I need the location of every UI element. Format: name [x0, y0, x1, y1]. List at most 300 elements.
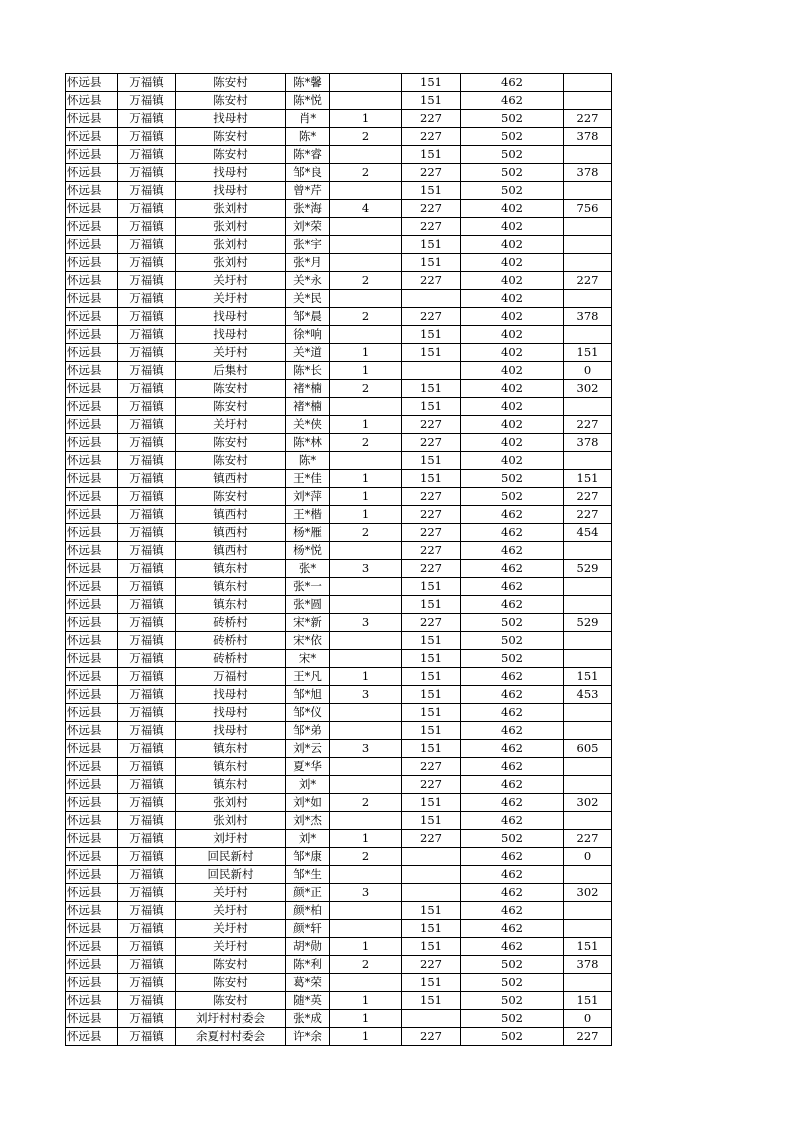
- value-a-cell: 151: [402, 380, 461, 398]
- table-row: [66, 254, 612, 272]
- total-cell: [564, 758, 612, 776]
- value-b-cell: 402: [461, 308, 564, 326]
- value-a-cell: 151: [402, 992, 461, 1010]
- value-a-cell: 227: [402, 560, 461, 578]
- village-cell: 后集村: [176, 362, 286, 380]
- total-cell: 378: [564, 128, 612, 146]
- county-cell: 怀远县: [66, 452, 118, 470]
- value-a-cell: 227: [402, 128, 461, 146]
- total-cell: 227: [564, 272, 612, 290]
- county-cell: 怀远县: [66, 416, 118, 434]
- village-cell: 陈安村: [176, 992, 286, 1010]
- value-b-cell: 402: [461, 236, 564, 254]
- value-b-cell: 462: [461, 560, 564, 578]
- total-cell: 302: [564, 380, 612, 398]
- table-row: [66, 920, 612, 938]
- total-cell: 0: [564, 848, 612, 866]
- count-cell: 1: [330, 344, 402, 362]
- count-cell: [330, 218, 402, 236]
- name-cell: 随*英: [286, 992, 330, 1010]
- town-cell: 万福镇: [118, 578, 176, 596]
- total-cell: [564, 236, 612, 254]
- village-cell: 镇东村: [176, 560, 286, 578]
- value-a-cell: 227: [402, 542, 461, 560]
- table-row: [66, 272, 612, 290]
- name-cell: 邹*仪: [286, 704, 330, 722]
- count-cell: [330, 776, 402, 794]
- table-row: [66, 830, 612, 848]
- town-cell: 万福镇: [118, 1010, 176, 1028]
- table-row: [66, 488, 612, 506]
- count-cell: 1: [330, 938, 402, 956]
- total-cell: [564, 182, 612, 200]
- value-a-cell: 151: [402, 578, 461, 596]
- total-cell: 227: [564, 416, 612, 434]
- table-row: [66, 398, 612, 416]
- table-row: [66, 740, 612, 758]
- village-cell: 张刘村: [176, 218, 286, 236]
- total-cell: 378: [564, 434, 612, 452]
- county-cell: 怀远县: [66, 146, 118, 164]
- village-cell: 陈安村: [176, 452, 286, 470]
- county-cell: 怀远县: [66, 308, 118, 326]
- total-cell: 454: [564, 524, 612, 542]
- town-cell: 万福镇: [118, 848, 176, 866]
- name-cell: 关*道: [286, 344, 330, 362]
- town-cell: 万福镇: [118, 254, 176, 272]
- value-a-cell: 151: [402, 452, 461, 470]
- value-a-cell: 151: [402, 236, 461, 254]
- count-cell: 2: [330, 380, 402, 398]
- table-row: [66, 776, 612, 794]
- name-cell: 陈*: [286, 452, 330, 470]
- county-cell: 怀远县: [66, 488, 118, 506]
- county-cell: 怀远县: [66, 956, 118, 974]
- value-b-cell: 402: [461, 326, 564, 344]
- value-a-cell: 151: [402, 470, 461, 488]
- town-cell: 万福镇: [118, 596, 176, 614]
- count-cell: 3: [330, 686, 402, 704]
- name-cell: 褚*楠: [286, 380, 330, 398]
- value-a-cell: 227: [402, 218, 461, 236]
- total-cell: 605: [564, 740, 612, 758]
- count-cell: 1: [330, 830, 402, 848]
- value-b-cell: 402: [461, 344, 564, 362]
- count-cell: [330, 758, 402, 776]
- value-b-cell: 462: [461, 542, 564, 560]
- town-cell: 万福镇: [118, 434, 176, 452]
- count-cell: 1: [330, 362, 402, 380]
- table-row: [66, 146, 612, 164]
- table-row: [66, 956, 612, 974]
- count-cell: [330, 254, 402, 272]
- name-cell: 胡*勋: [286, 938, 330, 956]
- village-cell: 回民新村: [176, 848, 286, 866]
- name-cell: 邹*弟: [286, 722, 330, 740]
- value-a-cell: 151: [402, 668, 461, 686]
- county-cell: 怀远县: [66, 254, 118, 272]
- county-cell: 怀远县: [66, 1028, 118, 1046]
- table-row: [66, 308, 612, 326]
- total-cell: 227: [564, 488, 612, 506]
- town-cell: 万福镇: [118, 236, 176, 254]
- table-row: [66, 614, 612, 632]
- value-a-cell: [402, 866, 461, 884]
- name-cell: 王*佳: [286, 470, 330, 488]
- value-a-cell: 227: [402, 308, 461, 326]
- name-cell: 曾*芹: [286, 182, 330, 200]
- town-cell: 万福镇: [118, 902, 176, 920]
- count-cell: [330, 902, 402, 920]
- county-cell: 怀远县: [66, 884, 118, 902]
- village-cell: 张刘村: [176, 812, 286, 830]
- name-cell: 颜*柏: [286, 902, 330, 920]
- name-cell: 邹*生: [286, 866, 330, 884]
- town-cell: 万福镇: [118, 362, 176, 380]
- village-cell: 镇西村: [176, 506, 286, 524]
- total-cell: 227: [564, 1028, 612, 1046]
- name-cell: 杨*雁: [286, 524, 330, 542]
- county-cell: 怀远县: [66, 776, 118, 794]
- value-b-cell: 462: [461, 74, 564, 92]
- town-cell: 万福镇: [118, 416, 176, 434]
- county-cell: 怀远县: [66, 434, 118, 452]
- total-cell: [564, 452, 612, 470]
- village-cell: 陈安村: [176, 128, 286, 146]
- name-cell: 徐*响: [286, 326, 330, 344]
- value-b-cell: 502: [461, 974, 564, 992]
- table-row: [66, 470, 612, 488]
- name-cell: 关*民: [286, 290, 330, 308]
- count-cell: 2: [330, 956, 402, 974]
- table-row: [66, 380, 612, 398]
- town-cell: 万福镇: [118, 308, 176, 326]
- table-row: [66, 704, 612, 722]
- count-cell: 1: [330, 668, 402, 686]
- value-b-cell: 502: [461, 1028, 564, 1046]
- county-cell: 怀远县: [66, 326, 118, 344]
- value-a-cell: 151: [402, 398, 461, 416]
- village-cell: 陈安村: [176, 92, 286, 110]
- value-b-cell: 502: [461, 830, 564, 848]
- village-cell: 砖桥村: [176, 614, 286, 632]
- county-cell: 怀远县: [66, 632, 118, 650]
- village-cell: 关圩村: [176, 902, 286, 920]
- count-cell: 1: [330, 110, 402, 128]
- village-cell: 陈安村: [176, 380, 286, 398]
- town-cell: 万福镇: [118, 884, 176, 902]
- town-cell: 万福镇: [118, 722, 176, 740]
- village-cell: 关圩村: [176, 920, 286, 938]
- county-cell: 怀远县: [66, 938, 118, 956]
- count-cell: 3: [330, 740, 402, 758]
- value-b-cell: 502: [461, 992, 564, 1010]
- town-cell: 万福镇: [118, 1028, 176, 1046]
- name-cell: 邹*晨: [286, 308, 330, 326]
- total-cell: 0: [564, 1010, 612, 1028]
- county-cell: 怀远县: [66, 272, 118, 290]
- county-cell: 怀远县: [66, 614, 118, 632]
- value-b-cell: 402: [461, 254, 564, 272]
- town-cell: 万福镇: [118, 704, 176, 722]
- town-cell: 万福镇: [118, 290, 176, 308]
- table-row: [66, 524, 612, 542]
- value-a-cell: [402, 1010, 461, 1028]
- town-cell: 万福镇: [118, 146, 176, 164]
- village-cell: 万福村: [176, 668, 286, 686]
- value-b-cell: 462: [461, 812, 564, 830]
- town-cell: 万福镇: [118, 524, 176, 542]
- village-cell: 张刘村: [176, 236, 286, 254]
- town-cell: 万福镇: [118, 668, 176, 686]
- town-cell: 万福镇: [118, 974, 176, 992]
- table-row: [66, 722, 612, 740]
- name-cell: 张*圆: [286, 596, 330, 614]
- town-cell: 万福镇: [118, 74, 176, 92]
- value-b-cell: 462: [461, 776, 564, 794]
- value-a-cell: 151: [402, 92, 461, 110]
- town-cell: 万福镇: [118, 200, 176, 218]
- table-row: [66, 110, 612, 128]
- name-cell: 陈*馨: [286, 74, 330, 92]
- total-cell: 151: [564, 668, 612, 686]
- total-cell: 756: [564, 200, 612, 218]
- total-cell: [564, 218, 612, 236]
- village-cell: 镇东村: [176, 776, 286, 794]
- value-a-cell: 227: [402, 272, 461, 290]
- count-cell: 2: [330, 128, 402, 146]
- count-cell: [330, 146, 402, 164]
- count-cell: [330, 596, 402, 614]
- village-cell: 陈安村: [176, 146, 286, 164]
- town-cell: 万福镇: [118, 182, 176, 200]
- value-a-cell: 227: [402, 110, 461, 128]
- total-cell: 151: [564, 344, 612, 362]
- total-cell: 378: [564, 164, 612, 182]
- value-b-cell: 462: [461, 92, 564, 110]
- table-row: [66, 416, 612, 434]
- county-cell: 怀远县: [66, 668, 118, 686]
- name-cell: 邹*康: [286, 848, 330, 866]
- value-b-cell: 462: [461, 902, 564, 920]
- total-cell: [564, 902, 612, 920]
- count-cell: 2: [330, 434, 402, 452]
- count-cell: [330, 722, 402, 740]
- village-cell: 张刘村: [176, 200, 286, 218]
- total-cell: 151: [564, 470, 612, 488]
- value-b-cell: 402: [461, 272, 564, 290]
- county-cell: 怀远县: [66, 200, 118, 218]
- county-cell: 怀远县: [66, 812, 118, 830]
- value-b-cell: 402: [461, 200, 564, 218]
- county-cell: 怀远县: [66, 128, 118, 146]
- village-cell: 砖桥村: [176, 632, 286, 650]
- village-cell: 找母村: [176, 326, 286, 344]
- county-cell: 怀远县: [66, 920, 118, 938]
- county-cell: 怀远县: [66, 74, 118, 92]
- county-cell: 怀远县: [66, 560, 118, 578]
- village-cell: 找母村: [176, 686, 286, 704]
- village-cell: 镇东村: [176, 740, 286, 758]
- value-a-cell: 151: [402, 974, 461, 992]
- value-b-cell: 402: [461, 452, 564, 470]
- table-row: [66, 578, 612, 596]
- town-cell: 万福镇: [118, 218, 176, 236]
- value-a-cell: 227: [402, 524, 461, 542]
- village-cell: 陈安村: [176, 956, 286, 974]
- village-cell: 镇东村: [176, 596, 286, 614]
- town-cell: 万福镇: [118, 956, 176, 974]
- town-cell: 万福镇: [118, 92, 176, 110]
- name-cell: 陈*利: [286, 956, 330, 974]
- name-cell: 刘*荣: [286, 218, 330, 236]
- value-b-cell: 462: [461, 884, 564, 902]
- table-row: [66, 758, 612, 776]
- county-cell: 怀远县: [66, 506, 118, 524]
- count-cell: 1: [330, 1028, 402, 1046]
- total-cell: 529: [564, 614, 612, 632]
- value-b-cell: 462: [461, 740, 564, 758]
- table-row: [66, 686, 612, 704]
- county-cell: 怀远县: [66, 650, 118, 668]
- table-row: [66, 812, 612, 830]
- count-cell: [330, 974, 402, 992]
- total-cell: 0: [564, 362, 612, 380]
- total-cell: 378: [564, 308, 612, 326]
- town-cell: 万福镇: [118, 866, 176, 884]
- name-cell: 刘*: [286, 830, 330, 848]
- value-a-cell: 151: [402, 938, 461, 956]
- village-cell: 关圩村: [176, 938, 286, 956]
- value-b-cell: 502: [461, 488, 564, 506]
- town-cell: 万福镇: [118, 344, 176, 362]
- count-cell: 2: [330, 524, 402, 542]
- count-cell: [330, 92, 402, 110]
- value-a-cell: 151: [402, 632, 461, 650]
- count-cell: [330, 650, 402, 668]
- name-cell: 关*侠: [286, 416, 330, 434]
- value-a-cell: 151: [402, 182, 461, 200]
- count-cell: 1: [330, 1010, 402, 1028]
- village-cell: 关圩村: [176, 884, 286, 902]
- total-cell: [564, 866, 612, 884]
- town-cell: 万福镇: [118, 164, 176, 182]
- name-cell: 张*月: [286, 254, 330, 272]
- value-b-cell: 502: [461, 614, 564, 632]
- count-cell: 1: [330, 506, 402, 524]
- name-cell: 颜*轩: [286, 920, 330, 938]
- value-a-cell: 227: [402, 488, 461, 506]
- county-cell: 怀远县: [66, 992, 118, 1010]
- total-cell: 302: [564, 884, 612, 902]
- value-a-cell: [402, 884, 461, 902]
- name-cell: 张*宇: [286, 236, 330, 254]
- total-cell: [564, 632, 612, 650]
- village-cell: 关圩村: [176, 344, 286, 362]
- count-cell: 2: [330, 272, 402, 290]
- value-a-cell: 151: [402, 650, 461, 668]
- name-cell: 宋*新: [286, 614, 330, 632]
- value-a-cell: 227: [402, 614, 461, 632]
- value-b-cell: 502: [461, 110, 564, 128]
- total-cell: 227: [564, 830, 612, 848]
- county-cell: 怀远县: [66, 974, 118, 992]
- value-b-cell: 462: [461, 668, 564, 686]
- value-a-cell: 151: [402, 812, 461, 830]
- county-cell: 怀远县: [66, 866, 118, 884]
- value-b-cell: 502: [461, 182, 564, 200]
- value-a-cell: [402, 848, 461, 866]
- county-cell: 怀远县: [66, 722, 118, 740]
- count-cell: 2: [330, 848, 402, 866]
- total-cell: [564, 920, 612, 938]
- value-b-cell: 502: [461, 956, 564, 974]
- count-cell: 2: [330, 164, 402, 182]
- village-cell: 找母村: [176, 110, 286, 128]
- value-a-cell: 227: [402, 956, 461, 974]
- county-cell: 怀远县: [66, 92, 118, 110]
- village-cell: 张刘村: [176, 254, 286, 272]
- name-cell: 张*成: [286, 1010, 330, 1028]
- total-cell: 151: [564, 938, 612, 956]
- total-cell: [564, 146, 612, 164]
- value-a-cell: 227: [402, 434, 461, 452]
- total-cell: 378: [564, 956, 612, 974]
- county-cell: 怀远县: [66, 380, 118, 398]
- village-cell: 砖桥村: [176, 650, 286, 668]
- value-b-cell: 402: [461, 434, 564, 452]
- total-cell: [564, 92, 612, 110]
- name-cell: 张*一: [286, 578, 330, 596]
- table-row: [66, 344, 612, 362]
- village-cell: 关圩村: [176, 272, 286, 290]
- table-row: [66, 668, 612, 686]
- value-a-cell: 227: [402, 164, 461, 182]
- value-b-cell: 402: [461, 290, 564, 308]
- count-cell: [330, 236, 402, 254]
- count-cell: [330, 920, 402, 938]
- table-row: [66, 182, 612, 200]
- town-cell: 万福镇: [118, 542, 176, 560]
- value-a-cell: 227: [402, 758, 461, 776]
- table-row: [66, 992, 612, 1010]
- village-cell: 余夏村村委会: [176, 1028, 286, 1046]
- name-cell: 葛*荣: [286, 974, 330, 992]
- value-b-cell: 502: [461, 650, 564, 668]
- value-b-cell: 502: [461, 146, 564, 164]
- count-cell: [330, 542, 402, 560]
- value-b-cell: 462: [461, 848, 564, 866]
- county-cell: 怀远县: [66, 1010, 118, 1028]
- town-cell: 万福镇: [118, 776, 176, 794]
- total-cell: [564, 254, 612, 272]
- table-row: [66, 560, 612, 578]
- value-a-cell: 227: [402, 830, 461, 848]
- county-cell: 怀远县: [66, 542, 118, 560]
- value-b-cell: 502: [461, 164, 564, 182]
- value-b-cell: 462: [461, 866, 564, 884]
- village-cell: 找母村: [176, 308, 286, 326]
- total-cell: [564, 74, 612, 92]
- town-cell: 万福镇: [118, 812, 176, 830]
- village-cell: 镇东村: [176, 578, 286, 596]
- name-cell: 刘*云: [286, 740, 330, 758]
- value-b-cell: 462: [461, 722, 564, 740]
- county-cell: 怀远县: [66, 578, 118, 596]
- value-a-cell: 227: [402, 776, 461, 794]
- county-cell: 怀远县: [66, 848, 118, 866]
- village-cell: 镇西村: [176, 542, 286, 560]
